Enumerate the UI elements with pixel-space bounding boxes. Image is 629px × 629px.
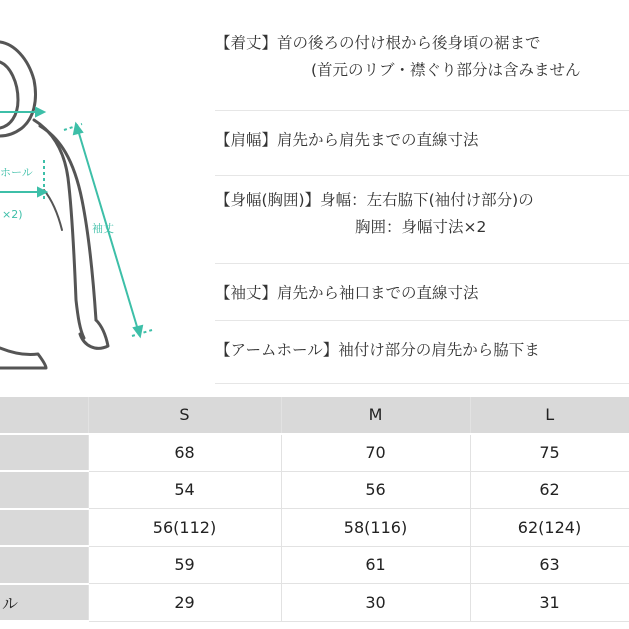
definition-length (215, 30, 629, 111)
header-cell (0, 397, 88, 434)
hem-outline (0, 348, 46, 368)
sleeve-outline (40, 126, 96, 320)
row-label (0, 434, 88, 472)
armhole-label: ホール (0, 166, 33, 179)
table-cell: 75 (470, 434, 629, 472)
definition-sleeve (215, 280, 629, 321)
table-cell: 56 (281, 471, 470, 509)
table-row (0, 546, 629, 584)
size-table (0, 397, 629, 622)
table-row (0, 509, 629, 547)
table-cell: 56(112) (88, 509, 281, 547)
row-label (0, 471, 88, 509)
definition-armhole (215, 337, 629, 384)
hoodie-illustration (0, 0, 215, 395)
definition-line: 胸囲：身幅寸法×2 (355, 218, 487, 236)
table-cell: 61 (281, 546, 470, 584)
row-label (0, 509, 88, 547)
table-cell: 70 (281, 434, 470, 472)
header-cell: L (470, 397, 629, 434)
header-cell: S (88, 397, 281, 434)
table-row (0, 434, 629, 472)
table-cell: 62 (470, 471, 629, 509)
definition-line: 【身幅(胸囲)】身幅：左右脇下(袖付け部分)の (215, 191, 534, 209)
definition-line: 【肩幅】肩先から肩先までの直線寸法 (215, 131, 479, 149)
definition-chest (215, 187, 629, 264)
definition-line: 【着丈】首の後ろの付け根から後身頃の裾まで (215, 34, 541, 52)
table-cell: 59 (88, 546, 281, 584)
row-label (0, 546, 88, 584)
cuff-outline (80, 320, 108, 348)
chest-times-two-label: ×2) (2, 208, 23, 221)
arrow-head (36, 108, 44, 116)
sleeve-label: 袖丈 (92, 222, 114, 235)
table-cell: 58(116) (281, 509, 470, 547)
measurement-definitions (215, 15, 629, 387)
table-cell: 54 (88, 471, 281, 509)
size-header-row (0, 397, 629, 434)
table-row (0, 584, 629, 622)
table-cell: 31 (470, 584, 629, 622)
row-label: ル (0, 584, 88, 622)
table-cell: 63 (470, 546, 629, 584)
armhole-seam (44, 190, 62, 230)
table-cell: 68 (88, 434, 281, 472)
definition-line: 【アームホール】袖付け部分の肩先から脇下ま (215, 341, 540, 359)
body-outline (34, 120, 84, 338)
table-cell: 30 (281, 584, 470, 622)
definition-line: 【袖丈】肩先から袖口までの直線寸法 (215, 284, 479, 302)
definition-shoulder (215, 127, 629, 176)
hood-inner-outline (0, 62, 18, 128)
table-cell: 62(124) (470, 509, 629, 547)
definition-line: (首元のリブ・襟ぐり部分は含みません (311, 61, 581, 79)
table-row (0, 471, 629, 509)
table-cell: 29 (88, 584, 281, 622)
header-cell: M (281, 397, 470, 434)
